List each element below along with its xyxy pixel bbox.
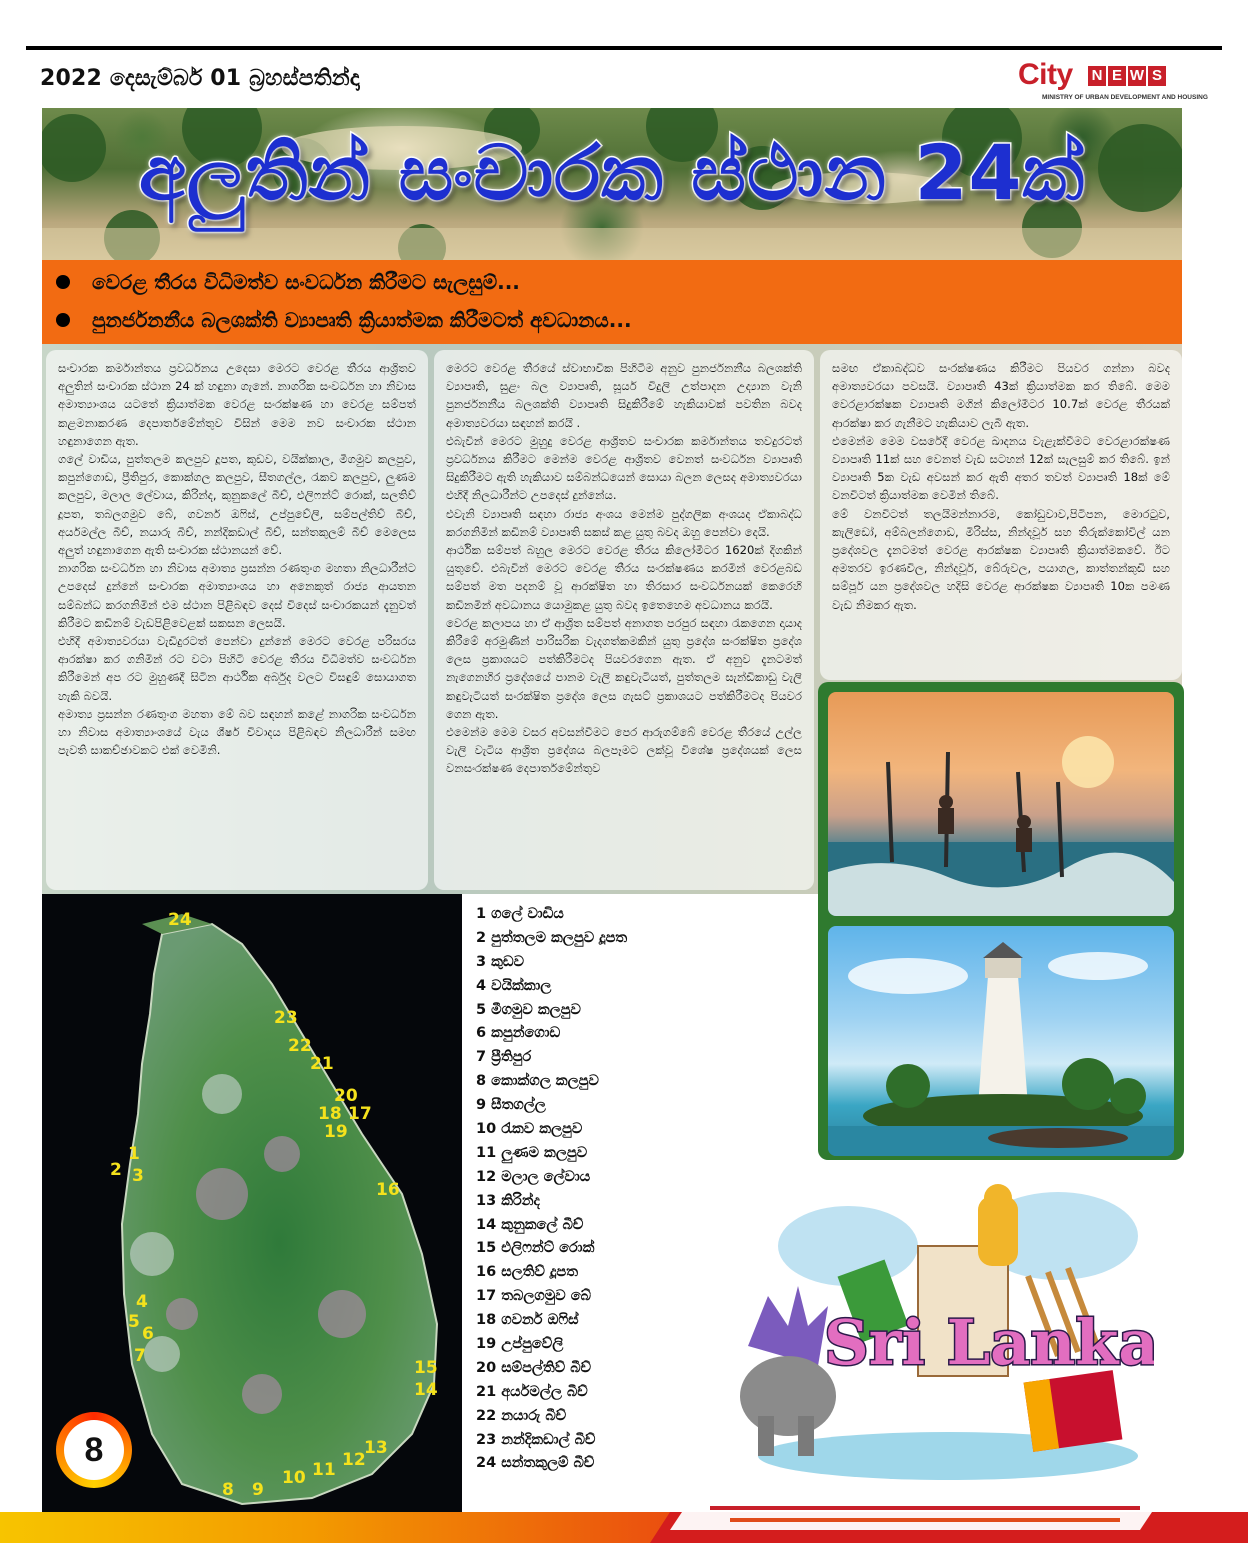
map-label: 9	[252, 1480, 264, 1500]
stilt-fishermen-illustration	[828, 692, 1174, 916]
list-item: 17 තබලගමුව බේ	[476, 1288, 591, 1305]
article-paragraph: එමෙන්ම මෙම වසර අවසන්වීමට පෙර ආරුගම්බේ වෙරළ තීරයේ උල්ල වැලි වැටිය ආශ්‍රිත ප්‍රදේශය බලපෑමට ලක්වූ විශේෂ ප්‍රදේශයක් ලෙස වනසංරක්ෂණ දෙපාර්තමේන්තුව	[446, 725, 802, 776]
article-paragraph: මෙරට වෙරළ තීරයේ ස්වාභාවික පිහිටීම අනුව පුනර්ජනනීය බලශක්ති ව්‍යාපෘති, සුළං බල ව්‍යාපෘති, සූර්ය විදුලි උත්පාදන උද්‍යාන වැනි පුනර්ජනනීය බලශක්ති ව්‍යාපෘති සිදුකිරීමේ හැකියාවක් පවතින බවද අමාත්‍යවරයා සඳහන් කරයි .	[446, 361, 802, 430]
article-paragraph: වෙරළ කලාපය හා ඒ ආශ්‍රිත සම්පත් අනාගත පරපුර සඳහා රැකගෙන දායාද කිරීමේ අරමුණින් පාරිසරික වැදගත්කමකින් යුතු ප්‍රදේශ සංරක්ෂිත ප්‍රදේශ ලෙස ප්‍රකාශයට පත්කිරීමටද පියවරගෙන ඇත. ඒ අනුව දැනටමත් නැගෙනහිර ප්‍රදේශයේ පානම වැලි කඳුවැටියත්, පුත්තලම සැන්ඩිකාඩු වැලි කඳුවැටියත් සංරක්ෂිත ප්‍රදේශ ලෙස ගැසට් ප්‍රකාශයට පත්කිරීමටද පියවර ගෙන ඇත.	[446, 615, 802, 721]
highlight-item	[56, 308, 632, 332]
highlight-text: වෙරළ තීරය විධිමත්ව සංවර්ධන කිරීමට සැලසුම්...	[92, 270, 520, 294]
list-item: 4 වයික්කාල	[476, 977, 552, 994]
bullet-icon	[56, 275, 70, 289]
list-item: 21 අර්යමල්ල බීච්	[476, 1383, 588, 1400]
map-label: 5	[128, 1312, 140, 1332]
map-label: 6	[142, 1324, 154, 1344]
list-item: 15 එලිෆන්ට් රොක්	[476, 1240, 595, 1257]
map-label: 15	[414, 1358, 438, 1378]
list-item: 23 නන්දිකඩාල් බීච්	[476, 1431, 596, 1448]
list-item: 16 සලතිව් දූපත	[476, 1264, 578, 1281]
list-item: 10 රැකව කලපුව	[476, 1121, 583, 1138]
map-label: 20	[334, 1086, 358, 1106]
map-label: 19	[324, 1122, 348, 1142]
logo-letter: N	[1088, 66, 1106, 86]
article-paragraph: සමඟ ඒකාබද්ධව සංරක්ෂණය කිරීමට පියවර ගන්නා බවද අමාත්‍යවරයා පවසයි. ව්‍යාපෘති 43ක් ක්‍රියාත්මක කර තිබේ. මෙම වෙරළාරක්ෂක ව්‍යාපෘති මගින් කිලෝමීටර 10.7ක් වෙරළ තීරයක් ආරක්ෂා කර ගැනීමට හැකියාව ලැබී ඇත.	[832, 361, 1170, 430]
article-paragraph: ගලේ වාඩිය, පුත්තලම කලපුව දූපත, කුඩව, වයික්කාල, මීගමුව කලපුව, කපුන්ගොඩ, ප්‍රීතිපුර, කොක්ගල කලපුව, සීතගල්ල, රැකව කලපුව, ලුණම කලපුව, මලාල ලේවාය, කිරින්ද, කුනුකලේ බීච්, එලිෆන්ට් රොක්, සලතිව් දූපත, තබලගමුව බේ, ගවනර් ඔෆිස්, උප්පුවේලි, සම්පල්තිව් බීච්, අර්යමල්ල බීච්, නයාරු බීච්, නන්දිකඩාල් බීච්, සන්තකුලම් බීච් මෙලෙස අලුත් හඳුනාගෙන ඇති සංචාරක ස්ථානයන් වේ.	[58, 452, 416, 558]
logo-letter: E	[1108, 66, 1126, 86]
city-news-logo	[1018, 58, 1208, 106]
map-label: 14	[414, 1380, 438, 1400]
article-paragraph: නාගරික සංවර්ධන හා නිවාස අමාත්‍ය ප්‍රසන්න රණතුංග මහතා නිලධාරීන්ට උපදෙස් දුන්නේ සංචාරක අමාත්‍යාංශය හා අනෙකුත් රාජ්‍ය ආයතන සම්බන්ධ කරගනිමින් එම ස්ථාන පිළිබඳව දෙස් විදෙස් සංචාරකයන් දැනුවත් කිරීමට කඩිනම් වැඩපිළිවෙළක් සකසන ලෙසයි.	[58, 561, 416, 630]
article-column-2	[434, 350, 814, 890]
map-label: 2	[110, 1160, 122, 1180]
list-item: 14 කුනුකලේ බීච්	[476, 1216, 584, 1233]
list-item: 2 පුත්තලම කලපුව දූපත	[476, 929, 628, 946]
article-paragraph: එබැවින් මෙරට මුහුදු වෙරළ ආශ්‍රිතව සංචාරක කර්මාන්තය තවදුරටත් ප්‍රවර්ධනය කිරීමට මෙන්ම වෙරළ ආශ්‍රිතව වෙනත් සංවර්ධන ව්‍යාපෘති සිදුකිරීමට ඇති හැකියාව සම්බන්ධයෙන් සොයා බලන ලෙසද අමාත්‍යවරයා එහිදී නිලධාරීන්ට උපදෙස් දුන්නේය.	[446, 433, 802, 503]
map-label: 18	[318, 1104, 342, 1124]
logo-letter: W	[1129, 67, 1145, 84]
top-rule	[26, 46, 1222, 50]
logo-ministry-text: MINISTRY OF URBAN DEVELOPMENT AND HOUSING	[1042, 94, 1208, 101]
lighthouse-photo	[828, 926, 1174, 1156]
page-number: 8	[64, 1420, 124, 1480]
highlight-item	[56, 270, 520, 294]
map-label: 16	[376, 1180, 400, 1200]
map-label: 3	[132, 1166, 144, 1186]
article-paragraph: ආර්ථික සම්පත් බහුල මෙරට වෙරළ තීරය කිලෝමීටර 1620ක් දිගකින් යුතුවේ. එබැවින් මෙරට වෙරළ තීරය සංරක්ෂණය කරමින් වෙරළබඩ සම්පත් මත පදනම් වූ ආරක්ෂිත හා තිරසාර සංවර්ධනයක් කෙරෙහි කඩිනමින් අවධානය යොමුකළ යුතු බවද ඉතෙහෙම අවධානය කරයි.	[446, 543, 802, 612]
places-list	[476, 906, 736, 1479]
list-item: 6 කපුන්ගොඩ	[476, 1025, 561, 1042]
article-paragraph: එහිදී අමාත්‍යවරයා වැඩිදුරටත් පෙන්වා දුන්නේ මෙරට වෙරළ පරිසරය ආරක්ෂා කර ගනිමින් රට වටා පිහිටි වෙරළ තීරය විධිමත්ව සංවර්ධන කිරීමෙන් අප රට මුහුණදී සිටින ආර්ථික අර්බුද වලට විසඳුම් සොයාගත හැකි බවයි.	[58, 634, 416, 703]
logo-letter: S	[1148, 66, 1166, 86]
hero-banner	[42, 108, 1182, 260]
lighthouse-illustration	[828, 926, 1174, 1156]
map-label: 23	[274, 1008, 298, 1028]
highlight-text: පුනර්ජනනීය බලශක්ති ව්‍යාපෘති ක්‍රියාත්මක කිරීමටත් අවධානය...	[92, 308, 632, 332]
map-label: 8	[222, 1480, 234, 1500]
list-item: 11 ලුණම කලපුව	[476, 1144, 588, 1161]
map-label: 21	[310, 1054, 334, 1074]
map-label: 10	[282, 1468, 306, 1488]
page-number-badge	[56, 1412, 132, 1488]
bottom-decorative-waves	[560, 1490, 1248, 1543]
logo-news-letters	[1088, 66, 1166, 86]
map-label: 4	[136, 1292, 148, 1312]
map-label: 11	[312, 1460, 336, 1480]
map-label: 12	[342, 1450, 366, 1470]
list-item: 20 සම්පල්තිව් බීච්	[476, 1359, 591, 1376]
article-column-1	[46, 350, 428, 890]
list-item: 18 ගවනර් ඔෆිස්	[476, 1312, 579, 1329]
article-paragraph: මේ වනවිටත් තලයිමන්නාරම, කෝඩුවාව,පිටිපන, මොරටුව, කැලිඩෝ, අම්බලන්ගොඩ, මිරිස්ස, නින්දවූර් සහ තිරුක්කෝවිල් යන ප්‍රදේශවල දැනටමත් වෙරළ ආරක්ෂක ව්‍යාපෘති ක්‍රියාත්මකවේ. ඊට අමතරව ඉරණවිල, නින්දවූර්, බේරුවල, පයාගල, කාත්තන්කුඩි සහ සම්පූර් යන ප්‍රදේශවල හදිසි වෙරළ ආරක්ෂක ව්‍යාපෘති 10ක පමණ වැඩ නිමකර ඇත.	[832, 506, 1170, 612]
page-headline: අලුතින් සංචාරක ස්ථාන 24ක්	[138, 128, 1086, 217]
illustration-title: Sri Lanka	[824, 1306, 1154, 1379]
stilt-fishermen-photo	[828, 692, 1174, 916]
sri-lanka-collage-illustration	[728, 1176, 1154, 1484]
list-item: 5 මීගමුව කලපුව	[476, 1001, 581, 1018]
article-paragraph: එමෙන්ම මෙම වසරේදී වෙරළ ඛාදනය වැළැක්වීමට වෙරළාරක්ෂණ ව්‍යාපෘති 11ක් සහ වෙනත් වැඩ සටහන් 12ක් සැලසුම් කර තිබේ. ඉන් ව්‍යාපෘති 5ක වැඩ අවසන් කර ඇති අතර තවත් ව්‍යාපෘති 18ක් මේ වනවිටත් ක්‍රියාත්මක වෙමින් තිබේ.	[832, 433, 1170, 503]
bullet-icon	[56, 313, 70, 327]
map-label: 17	[348, 1104, 372, 1124]
list-item: 19 උප්පුවේලි	[476, 1336, 564, 1353]
list-item: 8 කොක්ගල කලපුව	[476, 1073, 599, 1090]
article-column-3	[820, 350, 1182, 680]
list-item: 12 මලාල ලේවාය	[476, 1168, 591, 1185]
issue-date: 2022 දෙසැම්බර් 01 බ්‍රහස්පතින්දා	[40, 66, 360, 91]
logo-city-text: City	[1018, 58, 1073, 91]
list-item: 3 කුඩව	[476, 953, 525, 970]
sri-lanka-illustration	[728, 1176, 1154, 1484]
list-item: 7 ප්‍රීතිපුර	[476, 1049, 532, 1066]
article-paragraph: අමාත්‍ය ප්‍රසන්න රණතුංග මහතා මේ බව සඳහන් කළේ නාගරික සංවර්ධන හා නිවාස අමාත්‍යාංශයේ වැය ශීර්ෂ විවාදය පිළිබඳව නිලධාරීන් සමඟ පැවති සාකච්ඡාවකට එක් වෙමිනි.	[58, 706, 416, 758]
map-label: 7	[134, 1346, 146, 1366]
article-paragraph: එවැනි ව්‍යාපෘති සඳහා රාජ්‍ය අංශය මෙන්ම පුද්ගලික අංශයද ඒකාබද්ධ කරගනිමින් කඩිනම් ව්‍යාපෘති සකස් කළ යුතු බවද ඔහු පෙන්වා දෙයි.	[446, 506, 802, 539]
article-paragraph: සංචාරක කර්මාන්තය ප්‍රවර්ධනය උදෙසා මෙරට වෙරළ තීරය ආශ්‍රිතව අලුතින් සංචාරක ස්ථාන 24 ක් හඳුනා ගැනේ. නාගරික සංවර්ධන හා නිවාස අමාත්‍යාංශය යටතේ ක්‍රියාත්මක වෙරළ සංරක්ෂණ හා වෙරළ සම්පත් කළමනාකරණ දෙපාර්තමේන්තුව විසින් මෙම නව සංචාරක ස්ථාන හඳුනාගෙන ඇත.	[58, 361, 416, 448]
map-label: 24	[168, 910, 192, 930]
list-item: 13 කිරින්ද	[476, 1192, 540, 1209]
highlights-band	[42, 260, 1182, 344]
map-label: 22	[288, 1036, 312, 1056]
map-label: 13	[364, 1438, 388, 1458]
list-item: 24 සන්තකුලම් බීච්	[476, 1455, 595, 1472]
list-item: 9 සීතගල්ල	[476, 1097, 546, 1114]
list-item: 1 ගලේ වාඩිය	[476, 906, 564, 922]
list-item: 22 නයාරු බීච්	[476, 1407, 567, 1424]
map-label: 1	[128, 1144, 140, 1164]
